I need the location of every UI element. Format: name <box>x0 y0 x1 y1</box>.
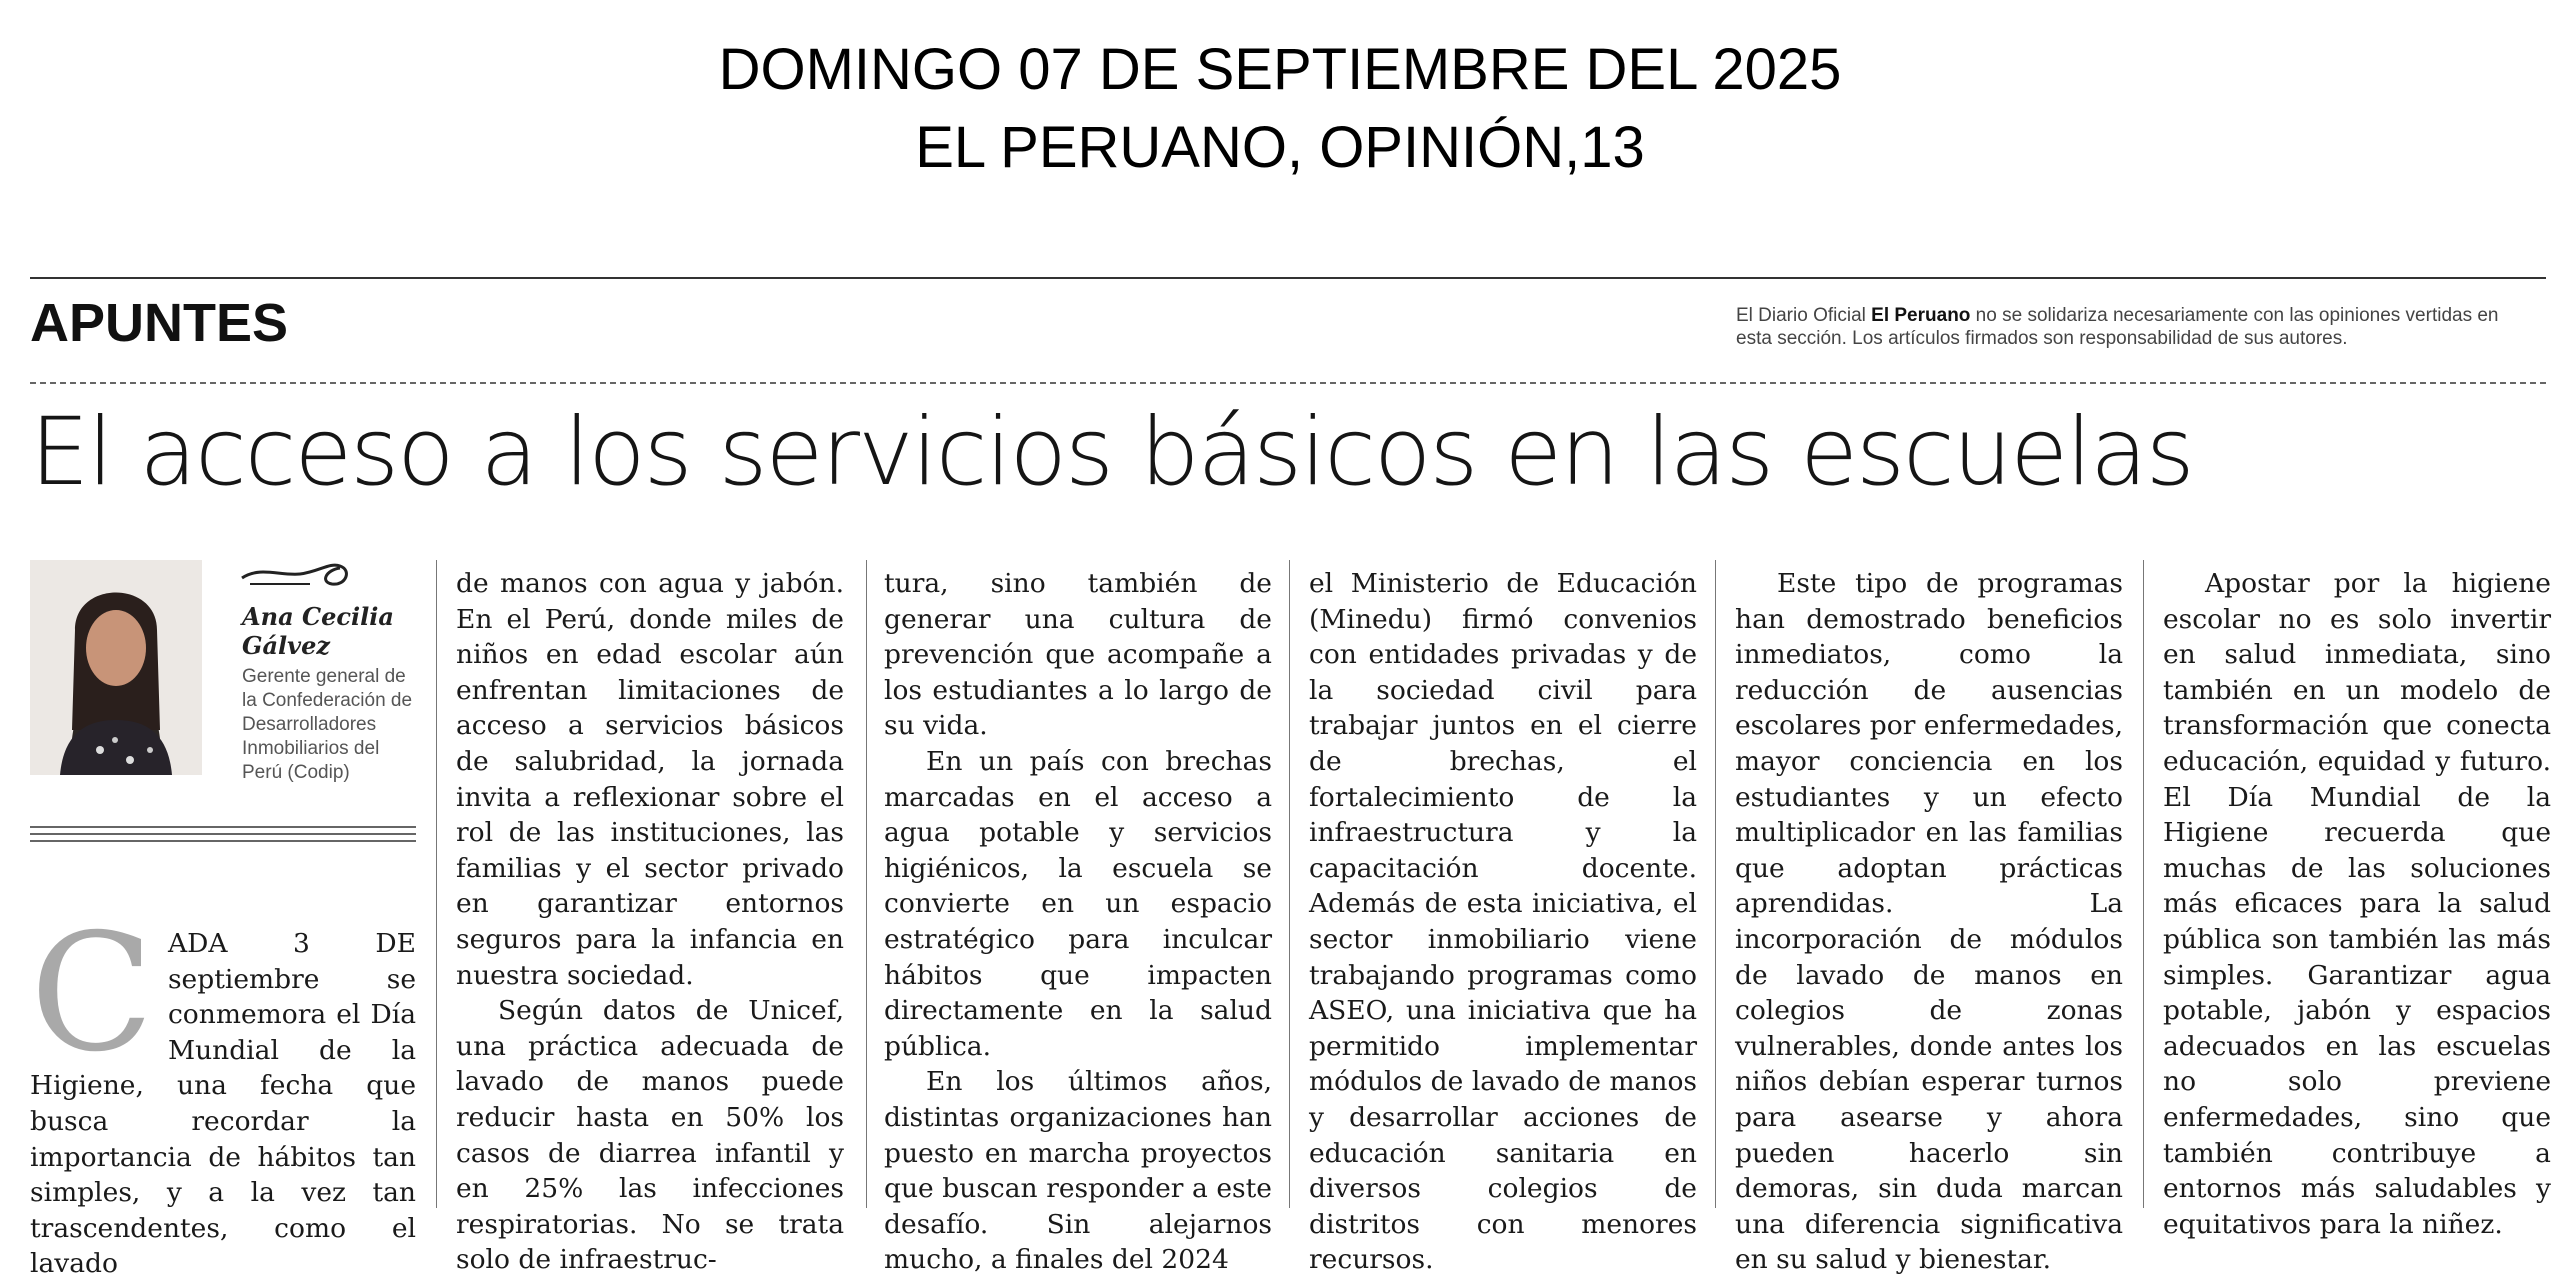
article-title: El acceso a los servicios básicos en las escuelas <box>30 398 2193 507</box>
disclaimer-brand: El Peruano <box>1871 305 1971 326</box>
page-source: EL PERUANO, OPINIÓN,13 <box>915 115 1645 180</box>
top-rule <box>30 277 2546 279</box>
disclaimer-prefix: El Diario Oficial <box>1736 305 1872 326</box>
paragraph: Este tipo de programas han demostrado beneficios inmediatos, como la reducción de ausencias escolares por enfermedades, mayor conciencia en los estudiantes y un efecto multiplicador en las familias que adoptan prácticas aprendidas. La incorporación de módulos de lavado de manos en colegios de zonas vulnerables, donde antes los niños debían esperar turnos para asearse y ahora pueden hacerlo sin demoras, sin duda marcan una diferencia significativa en su salud y bienestar. <box>1735 568 2123 1276</box>
paragraph: Según datos de Unicef, una práctica adecuada de lavado de manos puede reducir hasta en 50% los casos de diarrea infantil y en 25% las infecciones respiratorias. No se trata solo de infraestruc- <box>456 995 844 1276</box>
column-2 <box>456 566 844 1278</box>
paragraph: el Ministerio de Educación (Minedu) firmó convenios con entidades privadas y de la sociedad civil para trabajar juntos en el cierre de brechas, el fortalecimiento de la infraestructura y la capacitación docente. Además de esta iniciativa, el sector inmobiliario viene trabajando programas como ASEO, una iniciativa que ha permitido implementar módulos de lavado de manos y desarrollar acciones de educación sanitaria en diversos colegios de distritos con menores recursos. <box>1309 568 1697 1276</box>
divider-rule <box>30 833 416 835</box>
column-5 <box>1735 566 2123 1278</box>
page-date: DOMINGO 07 DE SEPTIEMBRE DEL 2025 <box>718 37 1842 102</box>
column-3 <box>884 566 1272 1278</box>
column-6 <box>2163 566 2551 1242</box>
paragraph: tura, sino también de generar una cultura de prevención que acompañe a los estudiantes a lo largo de su vida. <box>884 568 1272 742</box>
column-divider <box>1715 560 1716 1208</box>
column-divider <box>436 560 437 1208</box>
dropcap: C <box>30 900 154 1088</box>
disclaimer-suffix: no se solidariza necesariamente con las opiniones vertidas en esta sección. Los artículos firmados son responsabilidad de sus autores. <box>1736 305 2499 349</box>
paragraph: Apostar por la higiene escolar no es solo invertir en salud inmediata, sino también en un modelo de transformación que conecta educación, equidad y futuro. El Día Mundial de la Higiene recuerda que muchas de las soluciones más eficaces para la salud pública son también las más simples. Garantizar agua potable, jabón y espacios adecuados en las escuelas no solo previene enfermedades, sino que también contribuye a entornos más saludables y equitativos para la niñez. <box>2163 568 2551 1240</box>
column-divider <box>866 560 867 1208</box>
author-name: Ana Cecilia Gálvez <box>242 602 394 660</box>
column-4 <box>1309 566 1697 1278</box>
author-photo <box>30 560 202 775</box>
column-divider <box>2143 560 2144 1208</box>
paragraph: de manos con agua y jabón. En el Perú, donde miles de niños en edad escolar aún enfrentan limitaciones de acceso a servicios básicos de salubridad, la jornada invita a reflexionar sobre el rol de las instituciones, las familias y el sector privado en garantizar entornos seguros para la infancia en nuestra sociedad. <box>456 568 844 991</box>
disclaimer <box>1736 304 2536 350</box>
column-1 <box>30 900 416 1282</box>
column-1-text: ADA 3 DE septiembre se conmemora el Día Mundial de la Higiene, una fecha que busca recordar la importancia de hábitos tan simples, y a la vez tan trascendentes, como el lavado <box>30 928 416 1280</box>
dashed-rule <box>30 382 2546 384</box>
author-role: Gerente general de la Confederación de Desarrolladores Inmobiliarios del Perú (Codip) <box>242 666 413 783</box>
paragraph: En un país con brechas marcadas en el acceso a agua potable y servicios higiénicos, la escuela se convierte en un espacio estratégico para inculcar hábitos que impacten directamente en la salud pública. <box>884 745 1272 1062</box>
signature-icon <box>240 556 360 596</box>
divider-rule <box>30 840 416 842</box>
divider-rule <box>30 826 416 828</box>
section-label: APUNTES <box>30 293 289 353</box>
column-divider <box>1289 560 1290 1208</box>
paragraph: En los últimos años, distintas organizaciones han puesto en marcha proyectos que buscan responder a este desafío. Sin alejarnos mucho, a finales del 2024 <box>884 1066 1272 1276</box>
